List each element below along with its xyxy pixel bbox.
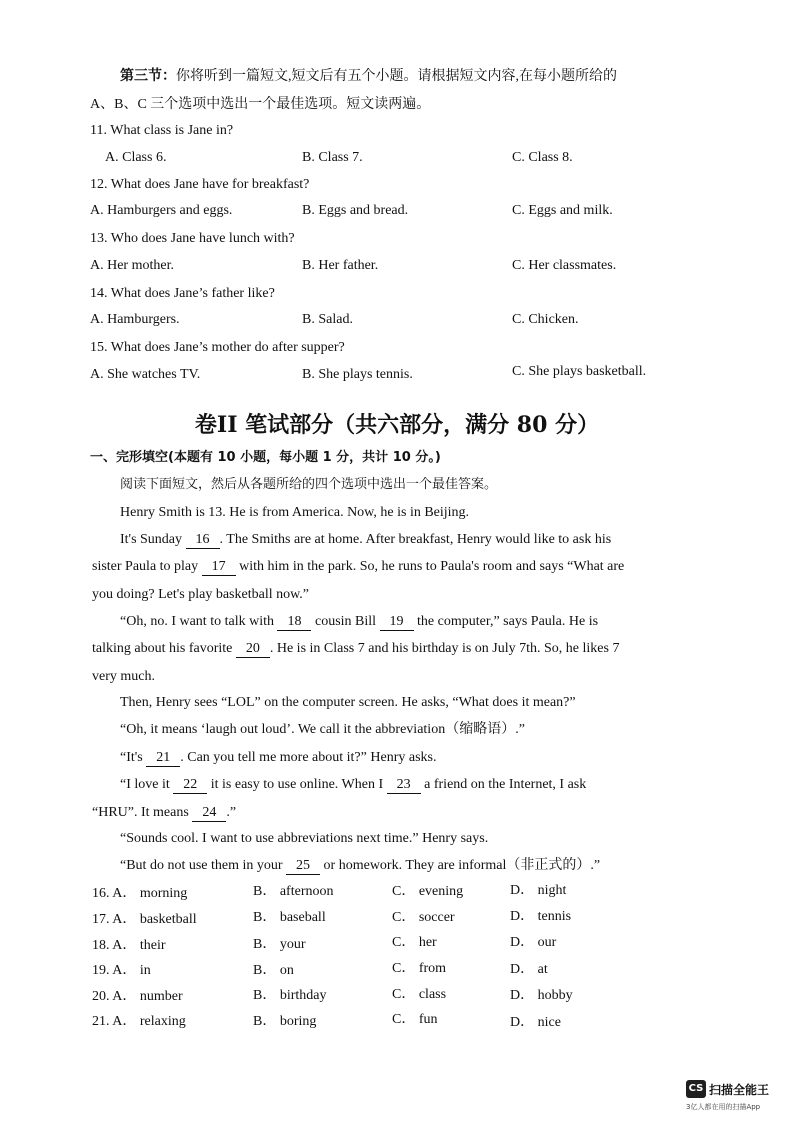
- option-19-c: C． from: [392, 961, 447, 976]
- option-row-18: 18. A． their: [92, 938, 166, 953]
- cloze-instruction: 阅读下面短文，然后从各题所给的四个选项中选出一个最佳答案。: [120, 477, 498, 492]
- option-19-b: B． on: [253, 963, 294, 978]
- option-16-c: C． evening: [392, 884, 464, 899]
- option-16-d: D． night: [510, 883, 567, 898]
- blank-24[interactable]: 24: [192, 805, 226, 822]
- option-20-c: C． class: [392, 987, 447, 1002]
- option-16-b: B． afternoon: [253, 884, 334, 899]
- blank-22[interactable]: 22: [173, 777, 207, 794]
- blank-21[interactable]: 21: [146, 750, 180, 767]
- part2-title: 卷II 笔试部分（共六部分，满分 80 分）: [194, 412, 600, 438]
- q11-option-a: A. Class 6.: [105, 150, 167, 165]
- q15-option-b: B. She plays tennis.: [302, 367, 413, 382]
- section3-label: 第三节：: [120, 69, 176, 84]
- passage-p2-line2: sister Paula to play 17 with him in the park. So, he runs to Paula's room and says “What are: [92, 559, 625, 574]
- passage-p2-line1: It's Sunday 16 . The Smiths are at home. After breakfast, Henry would like to ask his: [120, 532, 612, 547]
- option-18-b: B． your: [253, 937, 306, 952]
- passage-p2-line3: you doing? Let's play basketball now.”: [92, 587, 310, 602]
- option-17-b: B． baseball: [253, 910, 326, 925]
- camscanner-tagline: 3亿人都在用的扫描App: [686, 1103, 761, 1111]
- q15-option-c: C. She plays basketball.: [512, 364, 647, 379]
- blank-25[interactable]: 25: [286, 858, 320, 875]
- passage-p3-line1: “Oh, no. I want to talk with 18 cousin Bill 19 the computer,” says Paula. He is: [120, 614, 599, 629]
- passage-p4: Then, Henry sees “LOL” on the computer screen. He asks, “What does it mean?”: [120, 695, 576, 710]
- q14-option-b: B. Salad.: [302, 312, 353, 327]
- question-15: 15. What does Jane’s mother do after supper?: [90, 340, 345, 355]
- q13-option-b: B. Her father.: [302, 258, 379, 273]
- passage-p5: “Oh, it means ‘laugh out loud’. We call it the abbreviation（缩略语）.”: [120, 722, 525, 737]
- camscanner-logo: [686, 1080, 769, 1098]
- question-11: 11. What class is Jane in?: [90, 123, 234, 138]
- option-row-16: 16. A． morning: [92, 886, 188, 901]
- q12-option-c: C. Eggs and milk.: [512, 203, 613, 218]
- blank-23[interactable]: 23: [387, 777, 421, 794]
- passage-p3-line2: talking about his favorite 20 . He is in Class 7 and his birthday is on July 7th. So, he likes 7: [92, 641, 620, 656]
- option-20-d: D． hobby: [510, 988, 573, 1003]
- option-row-17: 17. A． basketball: [92, 912, 197, 927]
- option-row-19: 19. A． in: [92, 963, 151, 978]
- blank-19[interactable]: 19: [380, 614, 414, 631]
- option-row-21: 21. A． relaxing: [92, 1014, 186, 1029]
- blank-17[interactable]: 17: [202, 559, 236, 576]
- passage-p8: “Sounds cool. I want to use abbreviations next time.” Henry says.: [120, 831, 489, 846]
- option-21-d: D． nice: [510, 1015, 561, 1030]
- option-21-b: B． boring: [253, 1014, 317, 1029]
- q12-option-b: B. Eggs and bread.: [302, 203, 409, 218]
- blank-16[interactable]: 16: [186, 532, 220, 549]
- option-18-c: C． her: [392, 935, 437, 950]
- blank-20[interactable]: 20: [236, 641, 270, 658]
- q14-option-c: C. Chicken.: [512, 312, 579, 327]
- cloze-heading: 一、完形填空(本题有 10 小题，每小题 1 分，共计 10 分。): [90, 450, 441, 465]
- camscanner-name: 扫描全能王: [709, 1082, 770, 1097]
- q14-option-a: A. Hamburgers.: [90, 312, 180, 327]
- passage-p6: “It's 21 . Can you tell me more about it?” Henry asks.: [120, 750, 437, 765]
- option-20-b: B． birthday: [253, 988, 327, 1003]
- q12-option-a: A. Hamburgers and eggs.: [90, 203, 233, 218]
- q15-option-a: A. She watches TV.: [90, 367, 201, 382]
- cs-icon: CS: [686, 1080, 706, 1098]
- passage-p7-line1: “I love it 22 it is easy to use online. When I 23 a friend on the Internet, I ask: [120, 777, 587, 792]
- blank-18[interactable]: 18: [277, 614, 311, 631]
- q13-option-a: A. Her mother.: [90, 258, 174, 273]
- question-13: 13. Who does Jane have lunch with?: [90, 231, 295, 246]
- q11-option-b: B. Class 7.: [302, 150, 363, 165]
- option-17-c: C． soccer: [392, 910, 455, 925]
- option-17-d: D． tennis: [510, 909, 572, 924]
- passage-p3-line3: very much.: [92, 669, 155, 684]
- section3-instruction-line1: 第三节：你将听到一篇短文,短文后有五个小题。请根据短文内容,在每小题所给的: [120, 69, 617, 84]
- question-14: 14. What does Jane’s father like?: [90, 286, 275, 301]
- passage-p7-line2: “HRU”. It means 24 .”: [92, 805, 237, 820]
- option-row-20: 20. A． number: [92, 989, 183, 1004]
- option-21-c: C． fun: [392, 1012, 438, 1027]
- passage-p1: Henry Smith is 13. He is from America. Now, he is in Beijing.: [120, 505, 470, 520]
- question-12: 12. What does Jane have for breakfast?: [90, 177, 310, 192]
- option-18-d: D． our: [510, 935, 557, 950]
- q13-option-c: C. Her classmates.: [512, 258, 617, 273]
- section3-instruction-line2: A、B、C 三个选项中选出一个最佳选项。短文读两遍。: [90, 97, 431, 112]
- option-19-d: D． at: [510, 962, 548, 977]
- q11-option-c: C. Class 8.: [512, 150, 573, 165]
- passage-p9: “But do not use them in your 25 or homework. They are informal（非正式的）.”: [120, 858, 601, 873]
